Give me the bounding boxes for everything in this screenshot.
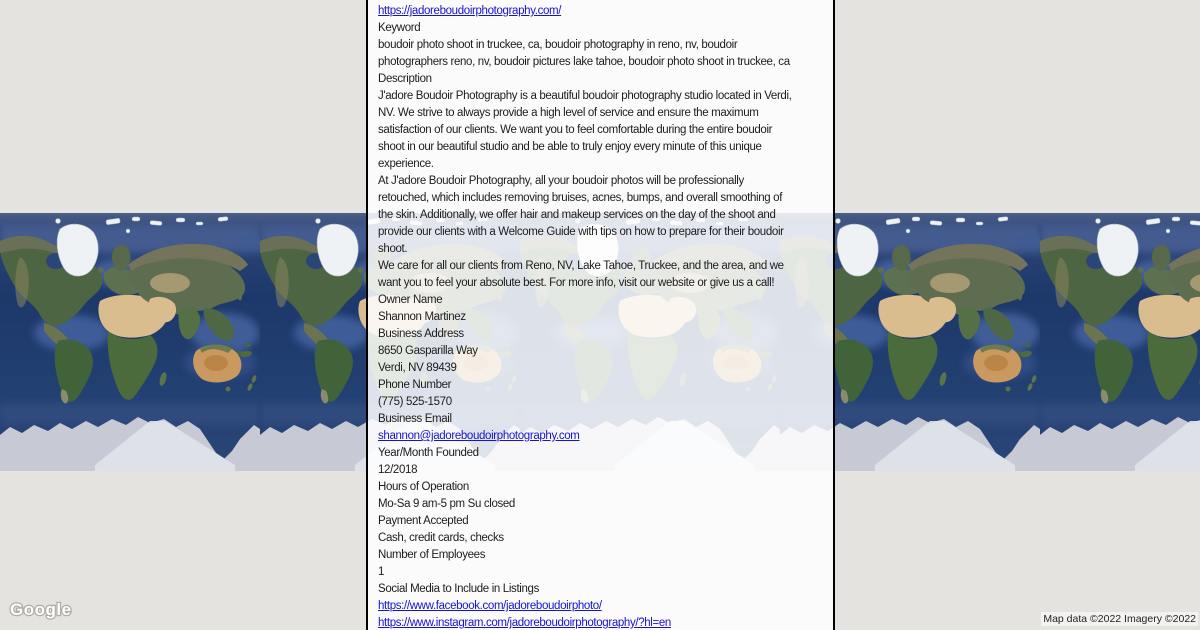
panel-lines [378, 3, 827, 630]
panel-text-line: provide our clients with a Welcome Guide with tips on how to prepare for their boudoir [378, 226, 784, 238]
panel-text-line: Cash, credit cards, checks [378, 532, 504, 544]
google-logo-text: Google [10, 600, 72, 619]
panel-text-line: Business Email [378, 413, 452, 425]
panel-text-line: shoot. [378, 243, 408, 255]
panel-text-line: 8650 Gasparilla Way [378, 345, 478, 357]
panel-text-line: Keyword [378, 22, 421, 34]
map-attribution: Map data ©2022 Imagery ©2022 [1043, 613, 1196, 625]
panel-text-line: experience. [378, 158, 434, 170]
panel-text-line: Phone Number [378, 379, 452, 391]
panel-link[interactable]: https://www.instagram.com/jadoreboudoirphotography/?hl=en [378, 617, 671, 629]
panel-text-line: Payment Accepted [378, 515, 469, 527]
panel-link[interactable]: https://jadoreboudoirphotography.com/ [378, 5, 562, 17]
panel-text-line: Business Address [378, 328, 464, 340]
panel-text-line: satisfaction of our clients. We want you to feel comfortable during the entire boudoir [378, 124, 773, 136]
business-info-panel [366, 0, 835, 630]
panel-text-line: 12/2018 [378, 464, 418, 476]
panel-text-line: Owner Name [378, 294, 443, 306]
panel-text-line: Number of Employees [378, 549, 486, 561]
panel-text-line: 1 [378, 566, 385, 578]
panel-text-line: Social Media to Include in Listings [378, 583, 539, 595]
panel-text-line: Description [378, 73, 432, 85]
panel-text-line: At J'adore Boudoir Photography, all your boudoir photos will be professionally [378, 175, 744, 187]
panel-text-line: Shannon Martinez [378, 311, 466, 323]
panel-text-line: Year/Month Founded [378, 447, 479, 459]
panel-text-line: photographers reno, nv, boudoir pictures lake tahoe, boudoir photo shoot in truckee, ca [378, 56, 790, 68]
panel-text-line: Hours of Operation [378, 481, 469, 493]
google-logo[interactable] [8, 597, 74, 626]
panel-text-line: (775) 525-1570 [378, 396, 452, 408]
panel-text-line: want you to feel your absolute best. For more info, visit our website or give us a call! [378, 277, 775, 289]
panel-text-line: We care for all our clients from Reno, NV, Lake Tahoe, Truckee, and the area, and we [378, 260, 784, 272]
panel-text-line: the skin. Additionally, we offer hair and makeup services on the day of the shoot and [378, 209, 776, 221]
panel-text-line: J'adore Boudoir Photography is a beautiful boudoir photography studio located in Verdi, [378, 90, 792, 102]
panel-link[interactable]: https://www.facebook.com/jadoreboudoirphoto/ [378, 600, 602, 612]
panel-text-line: boudoir photo shoot in truckee, ca, boudoir photography in reno, nv, boudoir [378, 39, 738, 51]
panel-link[interactable]: shannon@jadoreboudoirphotography.com [378, 430, 580, 442]
panel-text-line: retouched, which includes removing bruises, acnes, bumps, and overall smoothing of [378, 192, 783, 204]
panel-text-line: Mo-Sa 9 am-5 pm Su closed [378, 498, 515, 510]
panel-text-line: Verdi, NV 89439 [378, 362, 457, 374]
panel-text-line: NV. We strive to always provide a high level of service and ensure the maximum [378, 107, 759, 119]
panel-text-line: shoot in our beautiful studio and be able to truly enjoy every minute of this unique [378, 141, 762, 153]
